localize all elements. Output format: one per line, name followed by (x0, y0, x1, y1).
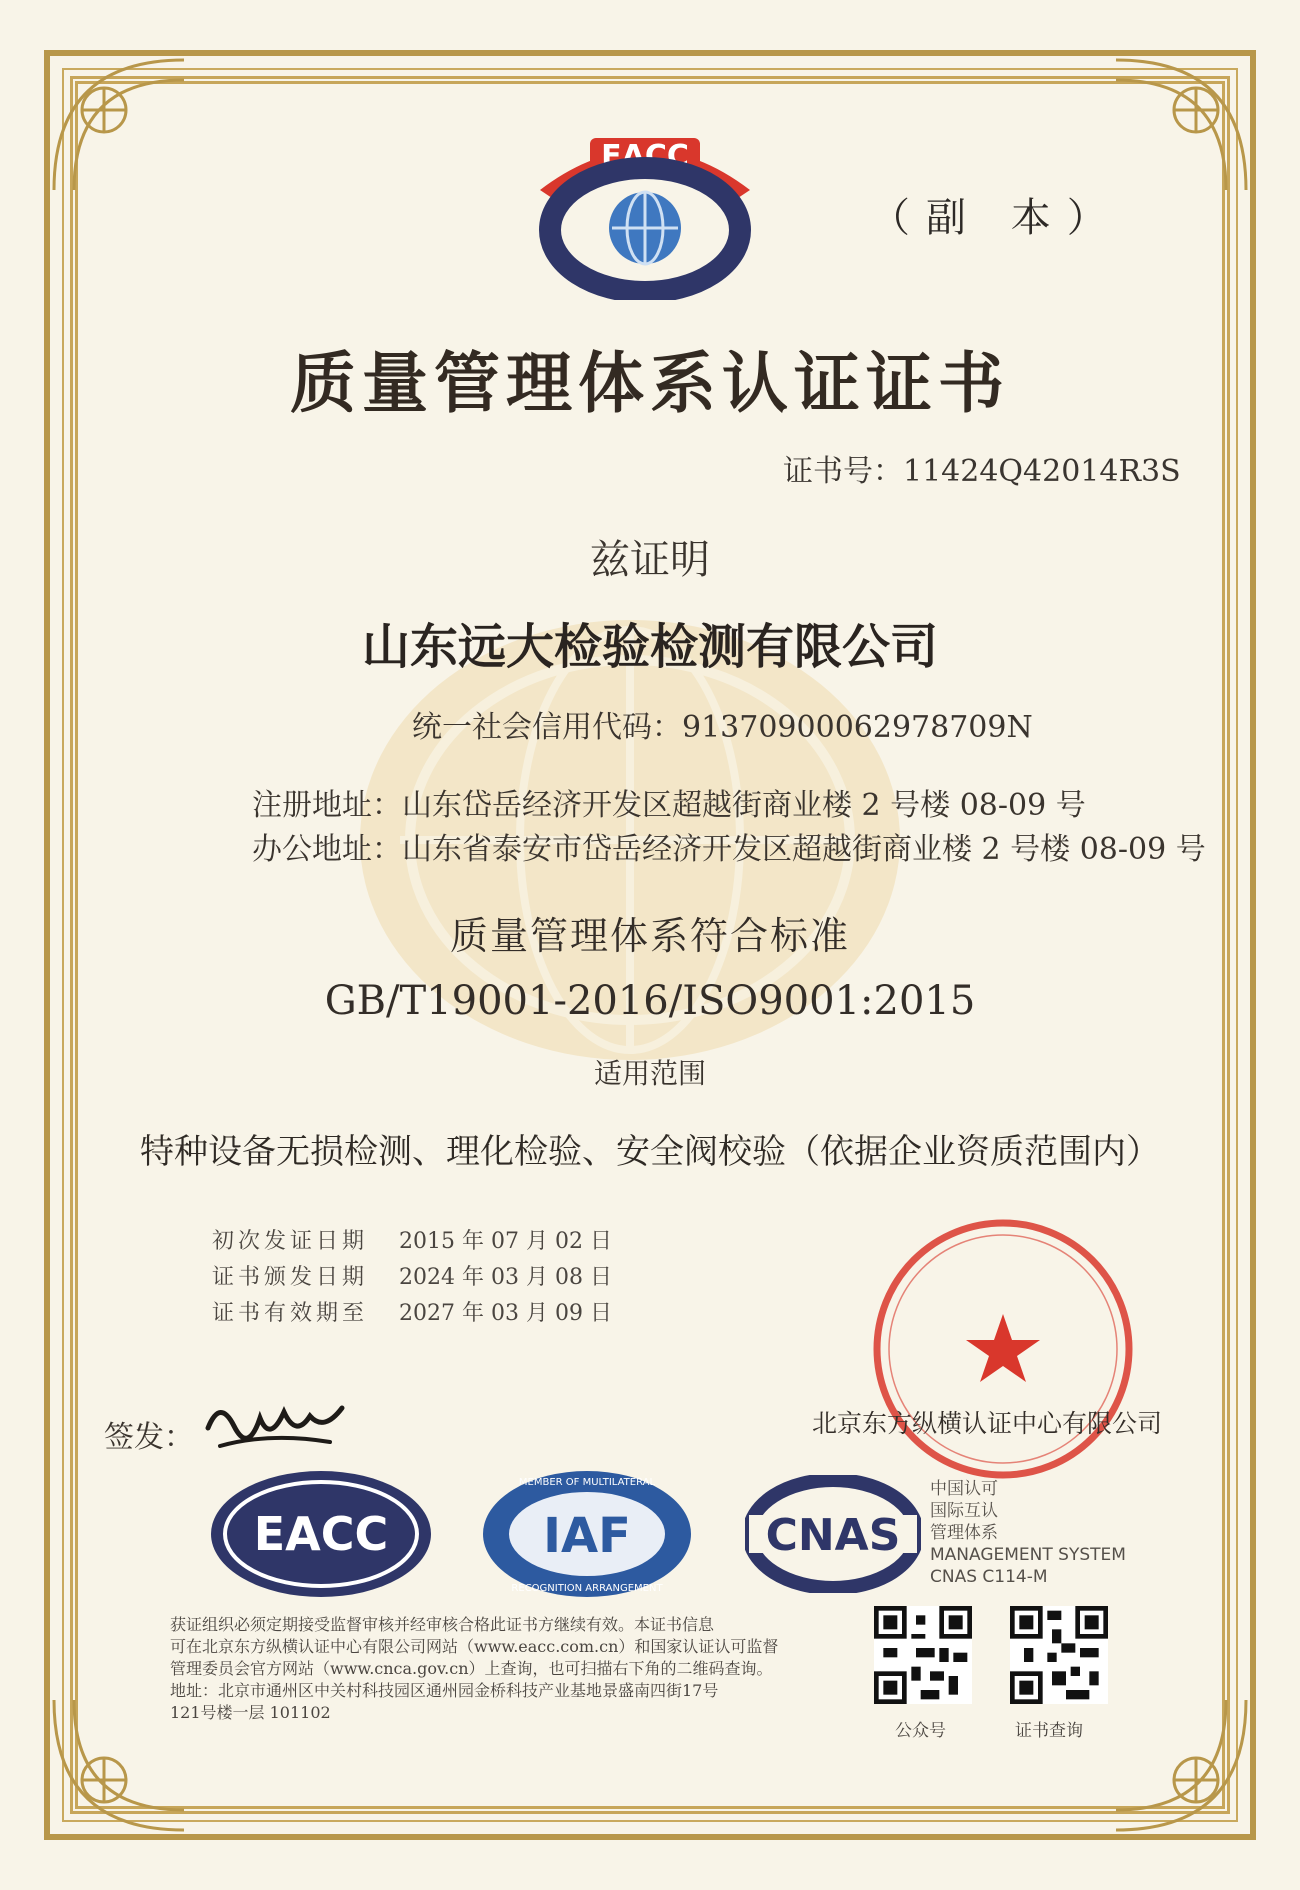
office-address: 办公地址：山东省泰安市岱岳经济开发区超越街商业楼 2 号楼 08-09 号 (252, 832, 1206, 867)
cnas-line: CNAS C114-M (930, 1567, 1048, 1587)
issuer-name: 北京东方纵横认证中心有限公司 (812, 1409, 1163, 1438)
notice-line: 获证组织必须定期接受监督审核并经审核合格此证书方继续有效。本证书信息 (170, 1615, 715, 1634)
iaf-ring-bottom-text: RECOGNITION ARRANGEMENT (511, 1583, 663, 1594)
cnas-description (930, 1478, 1126, 1588)
validity-notice (170, 1614, 850, 1724)
corner-ornament-icon (1106, 50, 1256, 200)
iaf-badge-text: IAF (543, 1508, 631, 1564)
hereby-certify: 兹证明 (590, 537, 710, 583)
date-label: 初次发证日期 (212, 1229, 369, 1254)
credit-code: 统一社会信用代码：91370900062978709N (412, 710, 1033, 745)
eacc-logo (520, 120, 770, 300)
standard-code: GB/T19001-2016/ISO9001:2015 (324, 978, 976, 1024)
qr-label: 公众号 (895, 1721, 946, 1741)
cnas-badge (745, 1475, 921, 1593)
copy-label: （副 本） (870, 195, 1123, 241)
cnas-line: 中国认可 (930, 1479, 998, 1499)
signature (200, 1388, 350, 1458)
certificate-title: 质量管理体系认证证书 (290, 345, 1010, 422)
cnas-line: 管理体系 (930, 1523, 998, 1543)
eacc-badge-text: EACC (253, 1507, 389, 1561)
date-value: 2027 年 03 月 09 日 (399, 1301, 612, 1326)
qr-code-icon[interactable] (874, 1606, 972, 1704)
corner-ornament-icon (44, 50, 194, 200)
date-row (212, 1260, 612, 1291)
qr-label: 证书查询 (1015, 1721, 1083, 1741)
notice-line: 管理委员会官方网站（www.cnca.gov.cn）上查询，也可扫描右下角的二维码查询。 (170, 1659, 773, 1678)
svg-text:EACC: EACC (601, 139, 689, 174)
eacc-badge (208, 1468, 434, 1600)
certificate-number: 证书号：11424Q42014R3S (783, 454, 1181, 489)
date-row (212, 1224, 612, 1255)
registered-address: 注册地址：山东岱岳经济开发区超越街商业楼 2 号楼 08-09 号 (252, 788, 1086, 823)
date-value: 2015 年 07 月 02 日 (399, 1229, 612, 1254)
scope-text: 特种设备无损检测、理化检验、安全阀校验（依据企业资质范围内） (140, 1132, 1160, 1172)
signature-label: 签发： (104, 1420, 194, 1455)
corner-ornament-icon (1106, 1690, 1256, 1840)
date-label: 证书颁发日期 (212, 1265, 369, 1290)
cnas-line: MANAGEMENT SYSTEM (930, 1545, 1126, 1565)
company-name: 山东远大检验检测有限公司 (361, 619, 938, 675)
cnas-line: 国际互认 (930, 1501, 998, 1521)
date-label: 证书有效期至 (212, 1301, 369, 1326)
notice-line: 可在北京东方纵横认证中心有限公司网站（www.eacc.com.cn）和国家认证认可监督 (170, 1637, 779, 1656)
cnas-badge-text: CNAS (765, 1510, 901, 1561)
date-row (212, 1296, 612, 1327)
date-value: 2024 年 03 月 08 日 (399, 1265, 612, 1290)
standard-heading: 质量管理体系符合标准 (449, 914, 850, 958)
iaf-badge (480, 1468, 694, 1600)
qr-code-icon[interactable] (1010, 1606, 1108, 1704)
notice-line: 121号楼一层 101102 (170, 1703, 331, 1722)
official-seal (868, 1214, 1138, 1484)
iaf-ring-top-text: MEMBER OF MULTILATERAL (518, 1477, 656, 1488)
scope-heading: 适用范围 (593, 1057, 706, 1090)
notice-line: 地址：北京市通州区中关村科技园区通州园金桥科技产业基地景盛南四街17号 (170, 1681, 719, 1700)
